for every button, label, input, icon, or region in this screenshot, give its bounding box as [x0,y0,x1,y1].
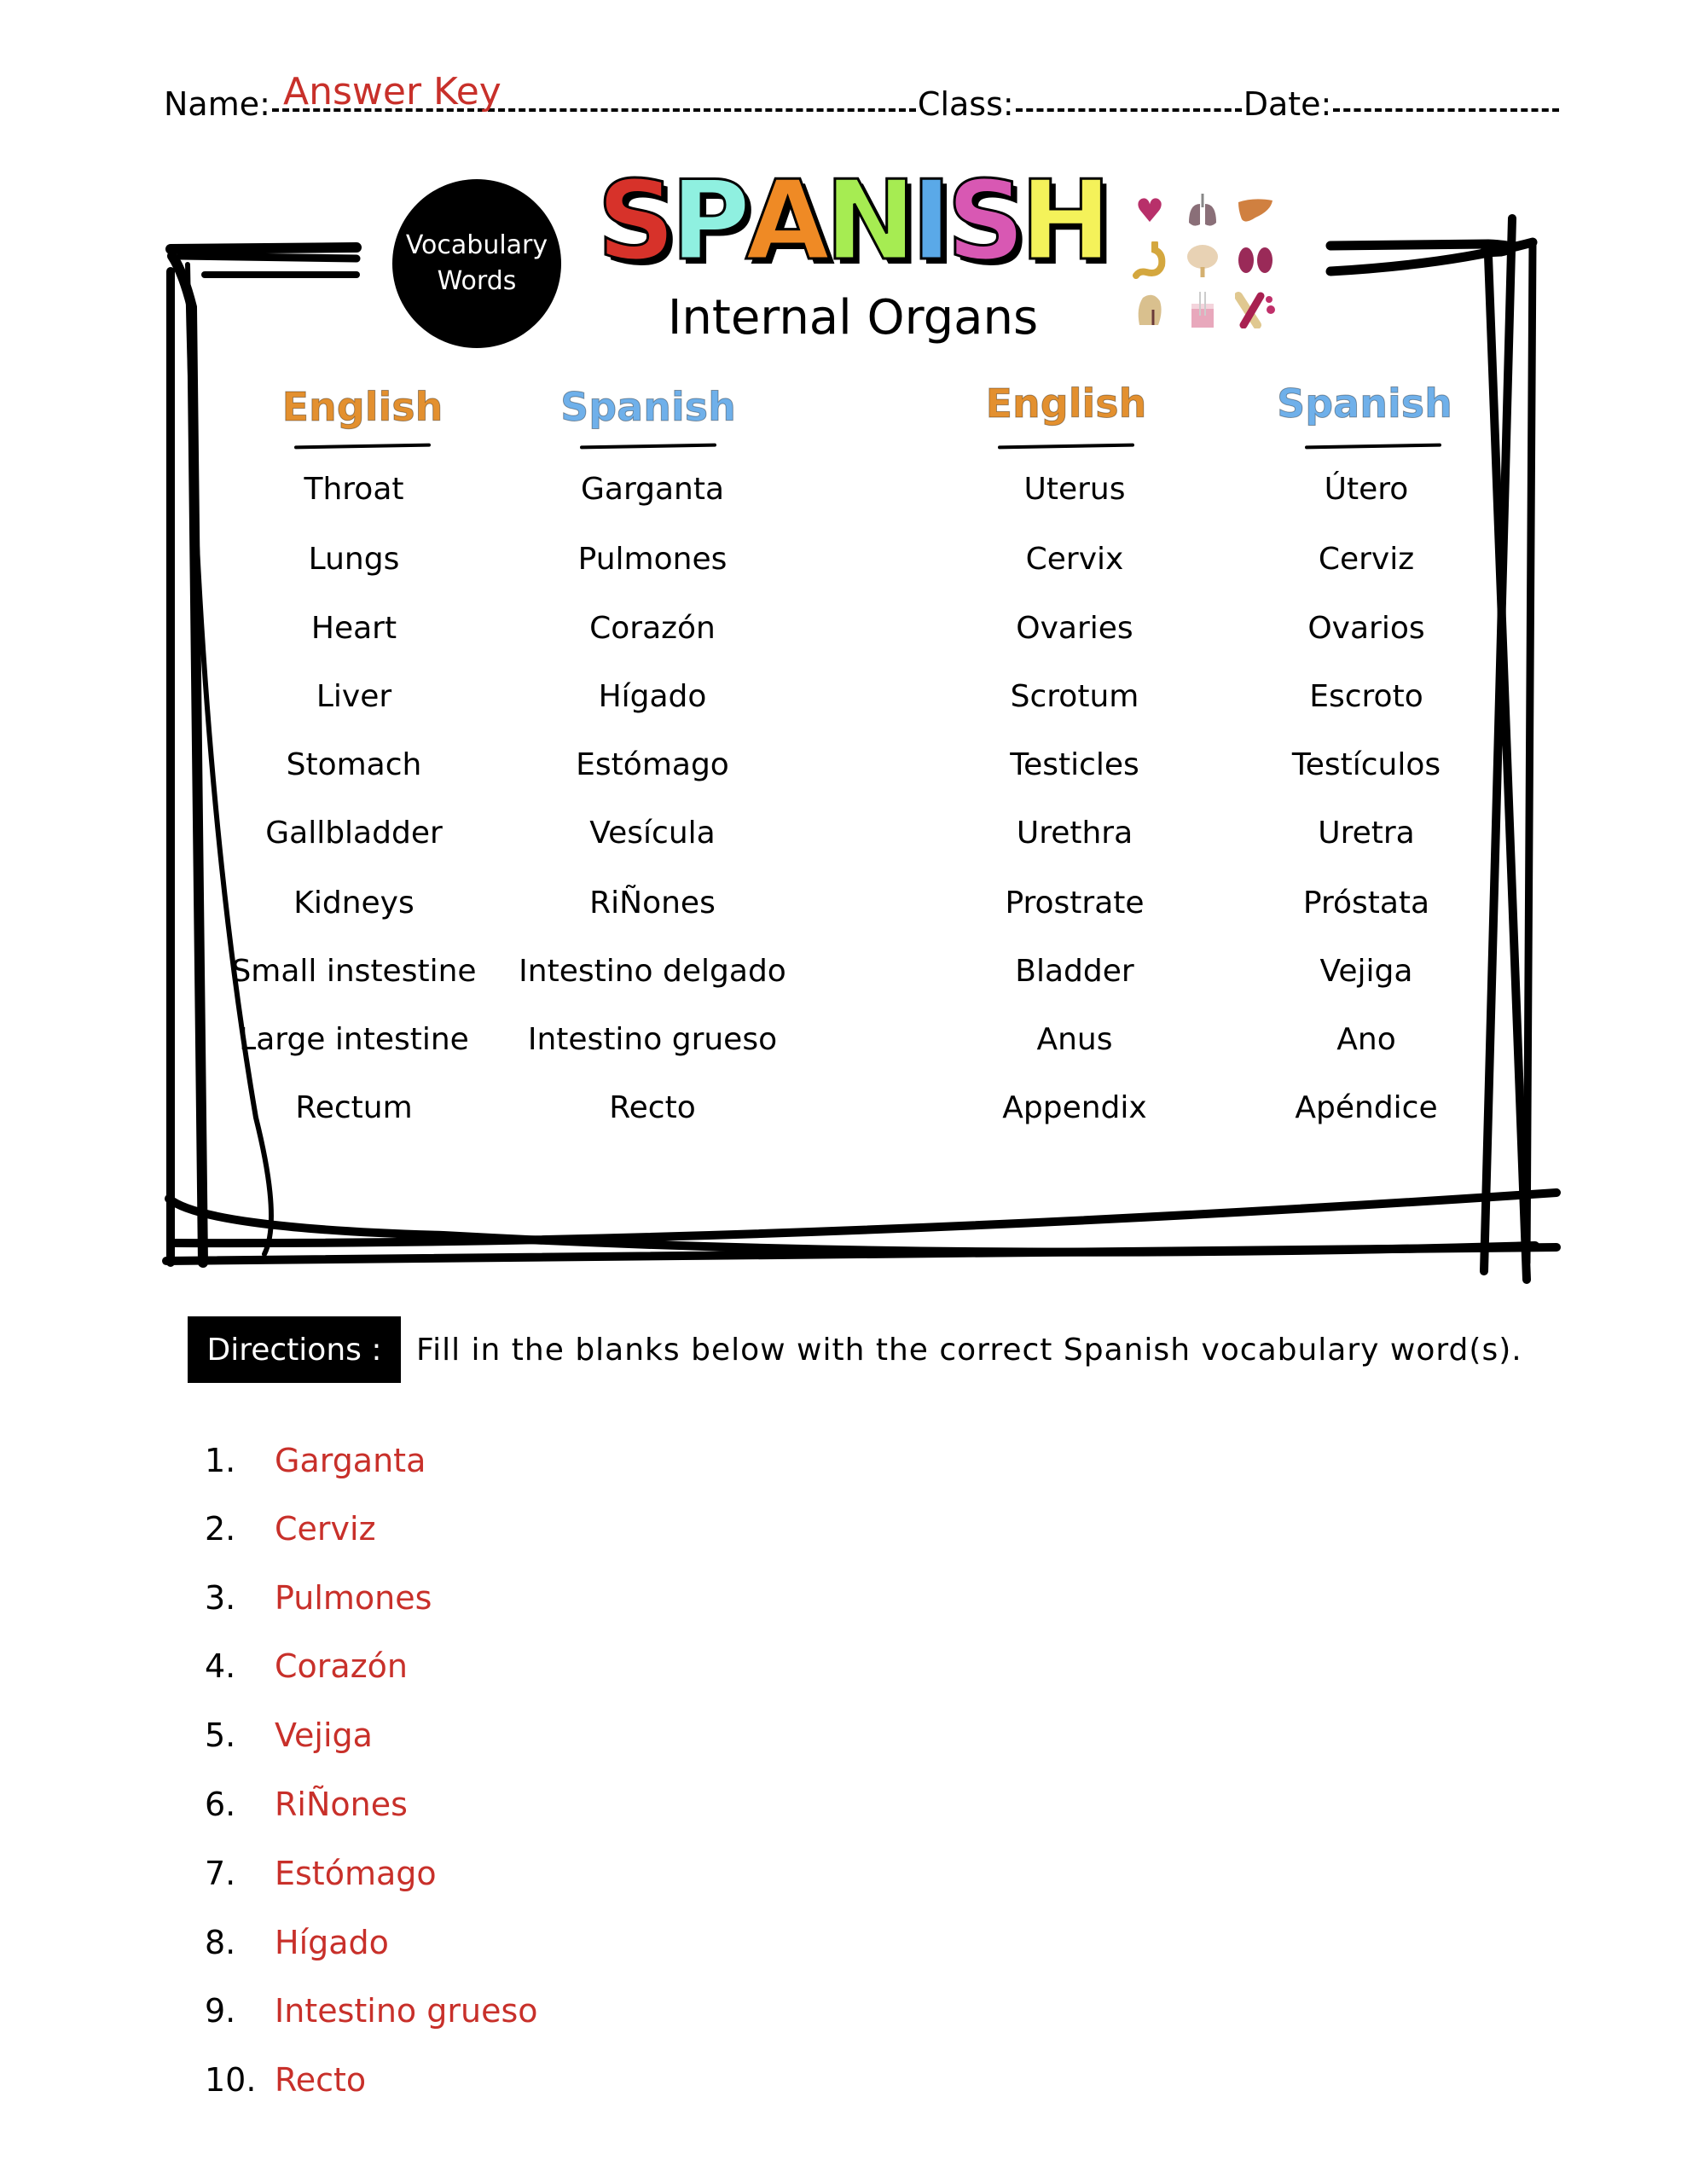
answer-value[interactable]: RiÑones [275,1786,408,1823]
vocab-english: Urethra [1016,816,1133,851]
vocab-spanish: Útero [1324,472,1409,507]
vocab-english: Lungs [308,542,400,577]
vocab-english: Testicles [1010,747,1139,782]
answer-value[interactable]: Recto [275,2061,367,2099]
skin-icon [1179,288,1226,331]
answer-value[interactable]: Vejiga [275,1716,373,1754]
vocab-english: Appendix [1002,1090,1147,1125]
vocab-spanish: Cerviz [1318,542,1415,577]
vocab-spanish: Recto [609,1090,696,1125]
name-value: Answer Key [283,70,501,113]
vocab-spanish: Estómago [576,747,729,782]
name-label: Name: [164,85,270,123]
vocabulary-words-badge [392,179,561,348]
left-english-underline [294,444,431,450]
lungs-icon [1179,189,1226,232]
answer-value[interactable]: Corazón [275,1647,408,1685]
liver-icon [1232,189,1279,232]
badge-line1: Vocabulary [405,230,548,260]
right-english-underline [998,444,1134,450]
directions-label: Directions : [188,1316,401,1383]
vocab-spanish: Garganta [580,472,725,507]
vocab-english: Ovaries [1016,611,1133,646]
right-english-header: English [985,380,1147,427]
vocab-english: Throat [304,472,404,507]
title-letter: N [825,158,912,285]
answer-value[interactable]: Cerviz [275,1510,376,1548]
stomach-icon [1126,239,1174,282]
answer-number: 2. [205,1510,236,1548]
answer-number: 10. [205,2061,257,2099]
vocab-english: Large intestine [239,1022,469,1057]
vocab-english: Liver [316,679,392,714]
vocab-english: Stomach [286,747,422,782]
answer-value[interactable]: Intestino grueso [275,1992,538,2030]
vocab-spanish: Apéndice [1295,1090,1438,1125]
title-letter: S [946,158,1020,285]
answer-number: 3. [205,1579,236,1617]
vocab-spanish: Vesícula [589,816,716,851]
title-letter: P [670,158,745,285]
answer-value[interactable]: Garganta [275,1442,426,1479]
vocab-spanish: Intestino grueso [527,1022,778,1057]
vocab-english: Anus [1036,1022,1113,1057]
vocab-spanish: Próstata [1302,886,1430,921]
vocab-english: Uterus [1023,472,1126,507]
left-english-header: English [281,384,443,430]
right-spanish-underline [1305,444,1441,450]
vocab-english: Rectum [295,1090,413,1125]
brain-icon [1179,239,1226,282]
vocab-english: Kidneys [293,886,415,921]
answer-number: 6. [205,1786,236,1823]
left-spanish-underline [580,444,716,450]
vocab-spanish: Testículos [1291,747,1441,782]
answer-number: 5. [205,1716,236,1754]
answer-value[interactable]: Hígado [275,1924,389,1961]
vocab-spanish: Escroto [1309,679,1423,714]
title-letter: A [745,158,826,285]
answer-value[interactable]: Estómago [275,1855,437,1892]
head-throat-icon [1126,288,1174,331]
answer-number: 7. [205,1855,236,1892]
bone-icon [1232,288,1279,331]
kidneys-icon [1232,239,1279,282]
class-blank[interactable] [1016,108,1242,112]
answer-number: 9. [205,1992,236,2030]
date-label: Date: [1243,85,1332,123]
vocab-english: Small instestine [231,954,477,989]
directions-text: Fill in the blanks below with the correct Spanish vocabulary word(s). [416,1333,1522,1368]
vocab-english: Heart [310,611,397,646]
badge-line2: Words [437,266,517,296]
title-letter: I [911,158,947,285]
vocab-english: Scrotum [1010,679,1139,714]
vocab-spanish: Ovarios [1307,611,1425,646]
answer-number: 1. [205,1442,236,1479]
title-letter: H [1020,158,1107,285]
vocab-spanish: Vejiga [1319,954,1413,989]
answer-value[interactable]: Pulmones [275,1579,432,1617]
date-blank[interactable] [1333,108,1559,112]
left-spanish-header: Spanish [560,384,736,430]
answer-number: 4. [205,1647,236,1685]
vocab-english: Cervix [1025,542,1124,577]
vocab-spanish: Ano [1336,1022,1396,1057]
organ-icons-grid [1126,189,1279,331]
vocab-english: Prostrate [1005,886,1145,921]
spanish-title [597,158,1107,285]
vocab-spanish: Corazón [589,611,716,646]
answer-number: 8. [205,1924,236,1961]
vocab-english: Gallbladder [265,816,443,851]
heart-icon: ♥ [1134,192,1165,229]
class-label: Class: [917,85,1014,123]
vocab-spanish: Intestino delgado [519,954,786,989]
page-subtitle: Internal Organs [667,290,1039,346]
title-letter: S [597,158,671,285]
right-spanish-header: Spanish [1277,380,1452,427]
vocab-spanish: Uretra [1318,816,1415,851]
vocab-spanish: Hígado [598,679,707,714]
vocab-spanish: RiÑones [589,886,716,921]
vocab-spanish: Pulmones [577,542,728,577]
vocab-english: Bladder [1015,954,1134,989]
